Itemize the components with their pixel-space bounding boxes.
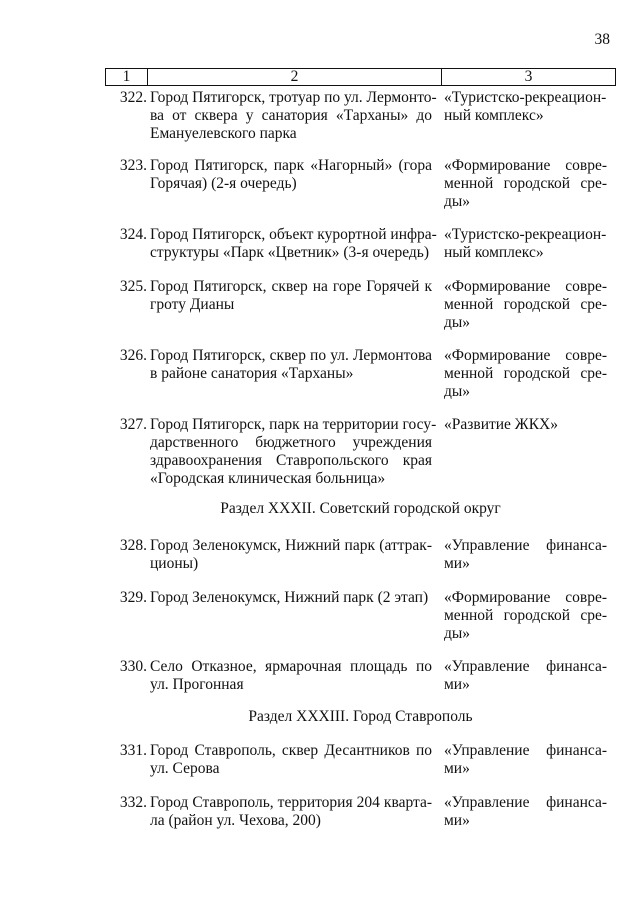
text-line: дарственного бюджетного учреждения xyxy=(150,434,432,451)
header-col-2: 2 xyxy=(148,69,442,85)
text-line: менной городской сре- xyxy=(444,607,607,624)
text-line: «Формирование совре- xyxy=(444,278,607,295)
text-line: ды» xyxy=(444,193,471,210)
text-line: ды» xyxy=(444,383,471,400)
text-line: «Управление финанса- xyxy=(444,658,607,675)
text-line: гроту Дианы xyxy=(150,296,235,313)
text-line: «Городская клиническая больница» xyxy=(150,470,386,487)
text-line: здравоохранения Ставропольского края xyxy=(150,452,432,469)
text-line: структуры «Парк «Цветник» (3-я очередь) xyxy=(150,244,430,261)
text-line: менной городской сре- xyxy=(444,365,607,382)
text-line: менной городской сре- xyxy=(444,175,607,192)
text-line: «Туристско-рекреацион- xyxy=(444,89,607,106)
program-name xyxy=(444,347,607,401)
page-number: 38 xyxy=(594,31,610,48)
text-line: ва от сквера у санатория «Тарханы» до xyxy=(150,107,432,124)
row-number: 329. xyxy=(119,589,147,606)
object-name xyxy=(150,226,437,262)
row-number: 327. xyxy=(119,416,147,433)
object-name xyxy=(150,89,437,143)
row-number: 322. xyxy=(119,89,147,106)
text-line: «Развитие ЖКХ» xyxy=(444,416,558,433)
text-line: ла (район ул. Чехова, 200) xyxy=(150,812,321,829)
text-line: в районе санатория «Тарханы» xyxy=(150,365,354,382)
program-name xyxy=(444,416,607,434)
object-name xyxy=(150,658,432,694)
row-number: 331. xyxy=(119,742,147,759)
text-line: «Формирование совре- xyxy=(444,589,607,606)
text-line: «Управление финанса- xyxy=(444,537,607,554)
section-heading: Раздел XXXII. Советский городской округ xyxy=(220,500,501,517)
text-line: ми» xyxy=(444,676,470,693)
text-line: «Управление финанса- xyxy=(444,742,607,759)
object-name xyxy=(150,742,432,778)
row-number: 324. xyxy=(119,226,147,243)
object-name xyxy=(150,278,432,314)
text-line: «Туристско-рекреацион- xyxy=(444,226,607,243)
object-name xyxy=(150,537,432,573)
row-number: 326. xyxy=(119,347,147,364)
text-line: Горячая) (2-я очередь) xyxy=(150,175,297,192)
text-line: Город Ставрополь, сквер Десантников по xyxy=(150,742,432,759)
text-line: ул. Серова xyxy=(150,760,220,777)
text-line: ул. Прогонная xyxy=(150,676,244,693)
section-heading: Раздел XXXIII. Город Ставрополь xyxy=(248,708,473,725)
text-line: Город Пятигорск, парк на территории госу- xyxy=(150,416,437,433)
object-name xyxy=(150,347,432,383)
row-number: 330. xyxy=(119,658,147,675)
program-name xyxy=(444,658,607,694)
program-name xyxy=(444,89,607,125)
text-line: ми» xyxy=(444,760,470,777)
program-name xyxy=(444,589,607,643)
object-name xyxy=(150,589,432,607)
object-name xyxy=(150,157,432,193)
text-line: Город Пятигорск, объект курортной инфра- xyxy=(150,226,437,243)
program-name xyxy=(444,278,607,332)
text-line: Село Отказное, ярмарочная площадь по xyxy=(150,658,432,675)
text-line: Город Пятигорск, сквер по ул. Лермонтова xyxy=(150,347,432,364)
text-line: Город Зеленокумск, Нижний парк (2 этап) xyxy=(150,589,429,606)
text-line: Город Зеленокумск, Нижний парк (аттрак- xyxy=(150,537,432,554)
text-line: Город Пятигорск, сквер на горе Горячей к xyxy=(150,278,432,295)
header-col-1: 1 xyxy=(106,69,148,85)
text-line: «Формирование совре- xyxy=(444,157,607,174)
text-line: ный комплекс» xyxy=(444,244,544,261)
text-line: ми» xyxy=(444,812,470,829)
text-line: Город Ставрополь, территория 204 кварта- xyxy=(150,794,432,811)
text-line: менной городской сре- xyxy=(444,296,607,313)
text-line: Город Пятигорск, тротуар по ул. Лермонто- xyxy=(150,89,437,106)
row-number: 323. xyxy=(119,157,147,174)
text-line: «Формирование совре- xyxy=(444,347,607,364)
program-name xyxy=(444,794,607,830)
text-line: «Управление финанса- xyxy=(444,794,607,811)
program-name xyxy=(444,537,607,573)
program-name xyxy=(444,157,607,211)
object-name xyxy=(150,794,432,830)
text-line: ционы) xyxy=(150,555,199,572)
header-col-3: 3 xyxy=(524,68,533,85)
text-line: Емануелевского парка xyxy=(150,125,297,142)
text-line: ми» xyxy=(444,555,470,572)
row-number: 328. xyxy=(119,537,147,554)
text-line: ды» xyxy=(444,625,471,642)
object-name xyxy=(150,416,437,488)
text-line: ный комплекс» xyxy=(444,107,544,124)
text-line: ды» xyxy=(444,314,471,331)
row-number: 325. xyxy=(119,278,147,295)
row-number: 332. xyxy=(119,794,147,811)
text-line: Город Пятигорск, парк «Нагорный» (гора xyxy=(150,157,432,174)
program-name xyxy=(444,226,607,262)
table-header xyxy=(105,68,616,86)
program-name xyxy=(444,742,607,778)
